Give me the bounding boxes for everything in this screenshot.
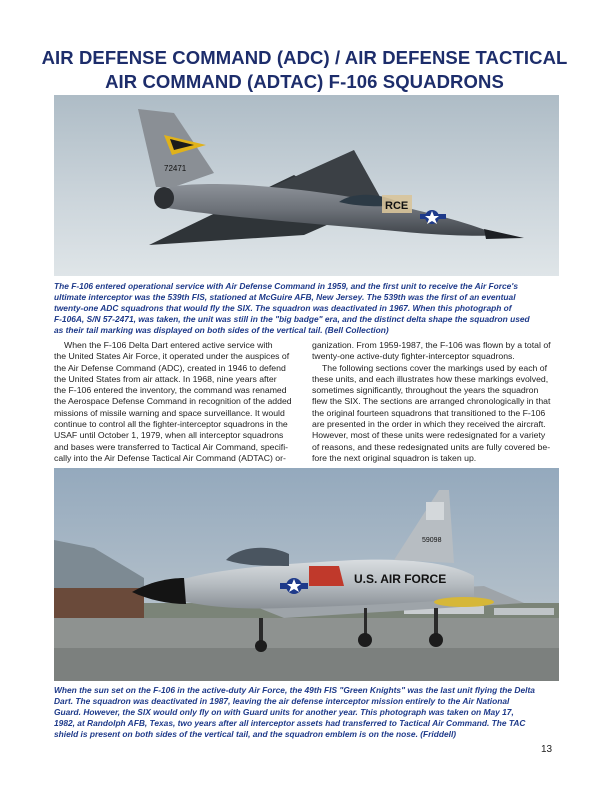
body-column-left — [54, 340, 297, 464]
body-line: USAF until October 1, 1979, when all interceptor squadrons — [54, 430, 284, 441]
page-title-line-2: AIR COMMAND (ADTAC) F-106 SQUADRONS — [105, 71, 504, 92]
page-title — [0, 46, 609, 94]
body-line: are presented in the order in which they received the aircraft. — [312, 419, 546, 430]
tail-number-text: 59098 — [422, 537, 442, 544]
f106-ramp-illustration — [54, 468, 559, 681]
body-line: ganization. From 1959-1987, the F-106 was flown by a total of — [312, 340, 551, 350]
fuselage-lettering: U.S. AIR FORCE — [354, 572, 447, 586]
body-line: flew the SIX. The sections are arranged chronologically in that — [312, 396, 551, 407]
caption-line: When the sun set on the F-106 in the active-duty Air Force, the 49th FIS "Green Knights" was the last unit flying the Delta — [54, 685, 535, 695]
body-line: cally into the Air Defense Tactical Air Command (ADTAC) or- — [54, 452, 286, 463]
body-line: the United States from air attack. In 1968, nine years after — [54, 373, 277, 384]
body-column-right — [312, 340, 555, 464]
body-line: these units, and each illustrates how these markings evolved, — [312, 373, 549, 384]
caption-line: ultimate interceptor was the 539th FIS, stationed at McGuire AFB, New Jersey. The 539th was the first of an eventual — [54, 292, 516, 302]
body-line: However, most of these units were redesignated for a variety — [312, 430, 546, 441]
f106-flight-photo — [54, 95, 559, 276]
body-line: When the F-106 Delta Dart entered active service with — [64, 340, 273, 350]
tail-number-text: 72471 — [164, 164, 187, 173]
caption-line: Guard. However, the SIX would only fly on with Guard units for another year. This photograph was taken on May 17, — [54, 707, 514, 717]
body-line: fore the next original squadron is taken up. — [312, 452, 477, 463]
caption-line: as their tail marking was displayed on both sides of the vertical tail. (Bell Collection) — [54, 325, 389, 335]
photo2-caption — [54, 685, 559, 740]
body-line: twenty-one active-duty fighter-interceptor squadrons. — [312, 351, 515, 362]
f106-ramp-photo — [54, 468, 559, 681]
body-line: missions of missile warning and space surveillance. It would — [54, 407, 285, 418]
body-line: the original fourteen squadrons that transitioned to the F-106 — [312, 407, 546, 418]
body-line: of reasons, and these redesignated units are fully covered be- — [312, 441, 551, 452]
body-line: sometimes significantly, throughout the years the squadron — [312, 385, 539, 396]
caption-line: F-106A, S/N 57-2471, was taken, the unit was still in the "big badge" era, and the distinct delta shape the squadron used — [54, 314, 530, 324]
f106-flight-illustration — [54, 95, 559, 276]
caption-line: shield is present on both sides of the vertical tail, and the squadron emblem is on the nose. (Friddell) — [54, 729, 457, 739]
body-line: and bases were transferred to Tactical Air Command, specifi- — [54, 441, 289, 452]
body-line: the Aerospace Defense Command in recognition of the added — [54, 396, 292, 407]
caption-line: 1982, at Randolph AFB, Texas, two years after all interceptor assets had transferred to Tactical Air Command. The TAC — [54, 718, 526, 728]
page-number: 13 — [541, 744, 553, 755]
caption-line: Dart. The squadron was deactivated in 1987, leaving the air defense interceptor mission entirely to the Air National — [54, 696, 510, 706]
nose-marking-text: RCE — [385, 200, 409, 212]
body-line: continue to control all the fighter-interceptor squadrons in the — [54, 419, 288, 430]
body-line: the United States Air Force, it operated under the auspices of — [54, 351, 290, 362]
body-line: The following sections cover the markings used by each of — [322, 362, 548, 373]
caption-line: The F-106 entered operational service with Air Defense Command in 1959, and the first unit to receive the Air Force's — [54, 281, 518, 291]
body-line: the F-106 entered the inventory, the command was renamed — [54, 385, 287, 396]
body-line: the Air Defense Command (ADC), created in 1946 to defend — [54, 362, 286, 373]
caption-line: twenty-one ADC squadrons that would fly the SIX. The squadron was deactivated in 1967. When this photograph of — [54, 303, 512, 313]
page-title-line-1: AIR DEFENSE COMMAND (ADC) / AIR DEFENSE TACTICAL — [41, 47, 568, 68]
photo1-caption — [54, 281, 559, 336]
